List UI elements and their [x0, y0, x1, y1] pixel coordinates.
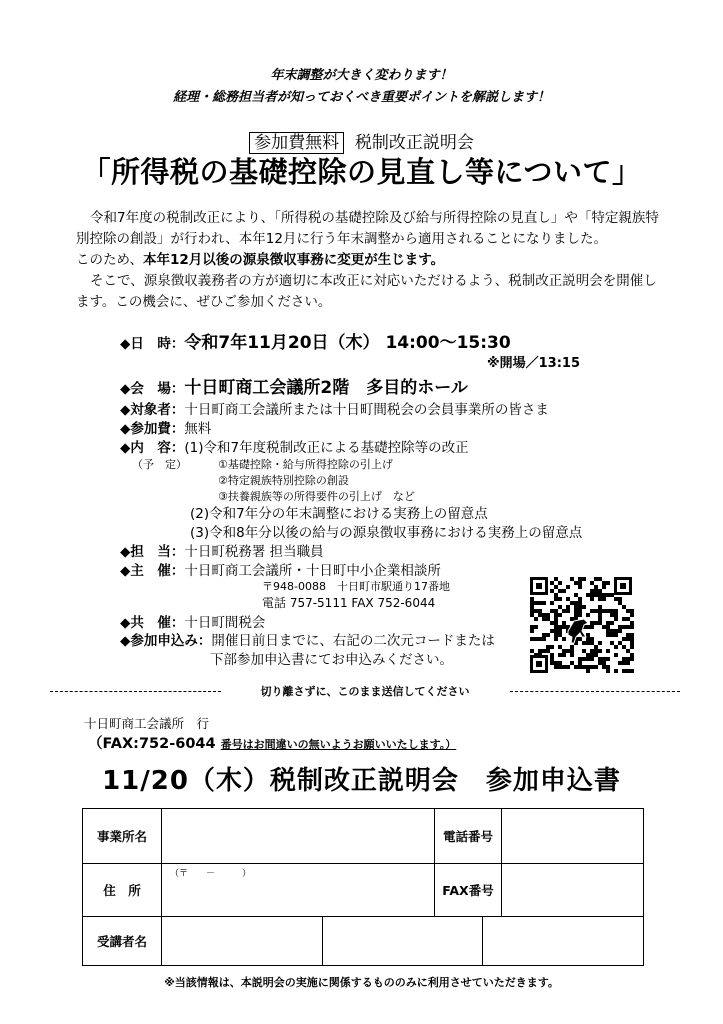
date-value: 令和7年11月20日（木） 14:00～15:30	[184, 333, 511, 353]
venue-row	[120, 373, 468, 398]
phone-field[interactable]	[502, 809, 644, 864]
lecturer-row	[120, 540, 324, 560]
free-badge: 参加費無料	[249, 132, 344, 154]
content-row	[120, 436, 469, 456]
fee-value: 無料	[184, 421, 212, 437]
content-planned: （予 定）	[132, 458, 187, 471]
fax-number: （FAX:752-6044	[88, 736, 216, 752]
host-address: 〒948-0088 十日町市駅通り17番地	[262, 580, 450, 593]
page-title: 「所得税の基礎控除の見直し等について」	[81, 155, 642, 189]
fee-key: ◆参加費：	[120, 421, 185, 437]
cut-dash-right	[510, 691, 681, 692]
target-value: 十日町商工会議所または十日町間税会の会員事業所の皆さま	[184, 402, 549, 418]
cut-line	[50, 683, 680, 699]
address-label: 住 所	[83, 864, 162, 917]
apply-key: ◆参加申込み：	[120, 633, 212, 649]
recipient: 十日町商工会議所 行	[84, 716, 210, 731]
tagline-2: 経理・総務担当者が知っておくべき重要ポイントを解説します！	[172, 90, 550, 105]
content-item-1c: ③扶養親族等の所得要件の引上げ など	[218, 490, 415, 503]
host-contact: 電話 757-5111 FAX 752-6044	[262, 596, 436, 610]
intro-p2-emphasis: 本年12月以後の源泉徴収事務に変更が生じます。	[142, 252, 445, 268]
content-item-3: (3)令和8年分以後の給与の源泉徴収事務における実務上の留意点	[190, 525, 583, 541]
venue-value: 十日町商工会議所2階 多目的ホール	[184, 378, 468, 398]
content-item-2: (2)令和7年分の年末調整における実務上の留意点	[190, 506, 488, 522]
business-field[interactable]	[162, 809, 435, 864]
tagline-1: 年末調整が大きく変わります！	[270, 68, 453, 83]
address-field[interactable]	[162, 864, 435, 917]
intro-paragraph-2	[76, 250, 666, 271]
lecturer-key: ◆担 当：	[120, 544, 185, 560]
qr-code[interactable]	[528, 575, 634, 675]
attendee-field-3[interactable]	[483, 917, 643, 965]
cut-dash-left	[50, 691, 221, 692]
host-key: ◆主 催：	[120, 563, 185, 579]
fax-field[interactable]	[502, 864, 644, 917]
attendee-field-1[interactable]	[162, 917, 323, 965]
content-item-1b: ②特定親族特別控除の創設	[218, 474, 349, 487]
date-key: ◆日 時：	[120, 336, 185, 352]
cohost-row	[120, 611, 265, 631]
host-row	[120, 559, 441, 579]
cut-line-text: 切り離さずに、このまま送信してください	[260, 685, 470, 698]
fax-note: 番号はお間違いの無いようお願いいたします。）	[220, 738, 457, 751]
attendee-label: 受講者名	[83, 917, 162, 966]
target-row	[120, 398, 549, 418]
content-item-1a: ①基礎控除・給与所得控除の引上げ	[218, 458, 393, 471]
content-key: ◆内 容：	[120, 440, 185, 456]
postal-code-placeholder: （〒 － ）	[170, 869, 252, 879]
fax-label: FAX番号	[435, 864, 502, 917]
target-key: ◆対象者：	[120, 402, 185, 418]
privacy-note: ※当該情報は、本説明会の実施に関係するもののみに利用させていただきます。	[164, 976, 559, 989]
application-form	[82, 808, 644, 966]
apply-value-2: 下部参加申込書にてお申込みください。	[210, 652, 453, 668]
apply-value: 開催日前日までに、右記の二次元コードまたは	[211, 633, 495, 649]
host-value: 十日町商工会議所・十日町中小企業相談所	[184, 563, 441, 579]
date-row	[120, 328, 511, 353]
business-label: 事業所名	[83, 809, 162, 864]
intro-paragraph-1: 令和7年度の税制改正により、「所得税の基礎控除及び給与所得控除の見直し」や「特定親族特別控除の創設」が行われ、本年12月に行う年末調整から適用されることになりました。	[76, 210, 659, 247]
intro-paragraph-3: そこで、源泉徴収義務者の方が適切に本改正に対応いただけるよう、税制改正説明会を開催します。この機会に、ぜひご参加ください。	[76, 273, 657, 310]
cohost-value: 十日町間税会	[184, 615, 266, 631]
attendee-field-2[interactable]	[323, 917, 484, 965]
event-name: 税制改正説明会	[354, 133, 474, 153]
attendee-fields	[162, 917, 644, 966]
fee-row	[120, 417, 211, 437]
open-time: ※開場／13:15	[487, 356, 581, 371]
venue-key: ◆会 場：	[120, 381, 185, 397]
fax-number-line	[88, 732, 456, 753]
phone-label: 電話番号	[435, 809, 502, 864]
cohost-key: ◆共 催：	[120, 615, 185, 631]
intro-text	[76, 208, 666, 313]
apply-row	[120, 629, 495, 649]
form-title: 11/20（木）税制改正説明会 参加申込書	[102, 766, 621, 796]
intro-p2-pre: このため、	[76, 252, 143, 268]
content-item-1: (1)令和7年度税制改正による基礎控除等の改正	[184, 440, 469, 456]
lecturer-value: 十日町税務署 担当職員	[184, 544, 324, 560]
